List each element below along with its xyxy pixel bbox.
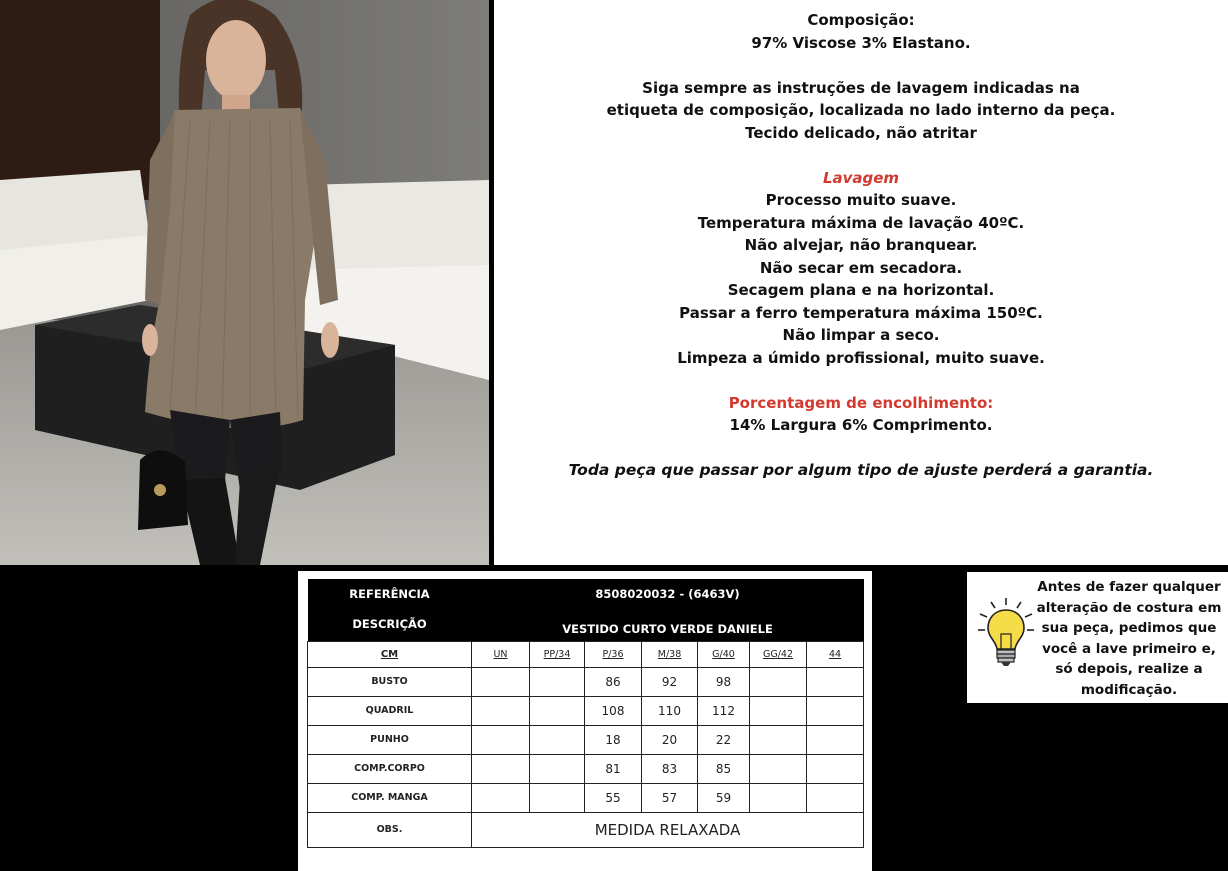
spacer (494, 369, 1228, 392)
measure-cell (530, 696, 585, 725)
spacer (494, 54, 1228, 77)
measure-cell (530, 667, 585, 696)
obs-row (308, 812, 864, 847)
measure-cell (807, 783, 864, 812)
measure-label: COMP. MANGA (308, 783, 472, 812)
measure-cell (472, 725, 530, 754)
descricao-label: DESCRIÇÃO (308, 608, 472, 641)
warranty-text: Toda peça que passar por algum tipo de ajuste perderá a garantia. (568, 461, 1154, 479)
measure-cell: 59 (698, 783, 750, 812)
size-header: P/36 (585, 641, 642, 667)
size-header: M/38 (642, 641, 698, 667)
lavagem-item: Temperatura máxima de lavação 40ºC. (697, 213, 1025, 232)
measure-cell (807, 696, 864, 725)
measure-cell: 18 (585, 725, 642, 754)
descricao-value: VESTIDO CURTO VERDE DANIELE (472, 608, 864, 641)
lavagem-item: Processo muito suave. (765, 191, 957, 209)
size-header: 44 (807, 641, 864, 667)
measure-row-comp-corpo (308, 754, 864, 783)
size-header: GG/42 (750, 641, 807, 667)
referencia-value: 8508020032 - (6463V) (472, 579, 864, 608)
measure-cell (750, 725, 807, 754)
composicao-value: 97% Viscose 3% Elastano. (751, 33, 971, 52)
referencia-row (308, 579, 864, 608)
lavagem-item: Não secar em secadora. (759, 258, 963, 277)
measure-cell: 92 (642, 667, 698, 696)
washing-note-card (967, 572, 1228, 703)
measure-cell: 55 (585, 783, 642, 812)
lavagem-title: Lavagem (822, 168, 900, 187)
size-header: G/40 (698, 641, 750, 667)
measure-cell (807, 667, 864, 696)
measure-cell (750, 754, 807, 783)
product-photo (0, 0, 489, 565)
lavagem-item: Limpeza a úmido profissional, muito suave. (677, 348, 1045, 367)
measure-cell: 86 (585, 667, 642, 696)
obs-label: OBS. (308, 812, 472, 847)
referencia-label: REFERÊNCIA (308, 579, 472, 608)
measure-cell: 57 (642, 783, 698, 812)
measure-label: BUSTO (308, 667, 472, 696)
care-instructions-panel (494, 0, 1228, 565)
measure-cell: 83 (642, 754, 698, 783)
instruction-line: etiqueta de composição, localizada no lado interno da peça. (606, 101, 1116, 119)
measure-cell (530, 754, 585, 783)
lavagem-item: Não limpar a seco. (782, 326, 940, 344)
measure-cell: 110 (642, 696, 698, 725)
sizes-header-row (308, 641, 864, 667)
measure-row-comp-manga (308, 783, 864, 812)
encolhimento-value: 14% Largura 6% Comprimento. (729, 416, 993, 434)
measure-cell (472, 696, 530, 725)
measure-label: QUADRIL (308, 696, 472, 725)
instruction-line: Siga sempre as instruções de lavagem indicadas na (642, 78, 1080, 97)
measure-cell: 98 (698, 667, 750, 696)
measure-cell: 22 (698, 725, 750, 754)
obs-value: MEDIDA RELAXADA (472, 812, 864, 847)
measure-cell (750, 667, 807, 696)
measure-cell (750, 696, 807, 725)
instruction-line: Tecido delicado, não atritar (745, 123, 977, 142)
measure-cell (472, 667, 530, 696)
measure-cell: 85 (698, 754, 750, 783)
measure-cell (530, 783, 585, 812)
unit-label: CM (308, 641, 472, 667)
model-illustration (0, 0, 489, 565)
lightbulb-icon (977, 596, 1035, 672)
size-header: PP/34 (530, 641, 585, 667)
lavagem-item: Passar a ferro temperatura máxima 150ºC. (679, 303, 1043, 322)
lavagem-item: Secagem plana e na horizontal. (727, 281, 995, 299)
size-table (307, 579, 864, 848)
measure-label: COMP.CORPO (308, 754, 472, 783)
size-table-card (298, 571, 872, 871)
measure-cell: 108 (585, 696, 642, 725)
composicao-title: Composição: (807, 11, 915, 29)
measure-cell: 112 (698, 696, 750, 725)
measure-cell (530, 725, 585, 754)
encolhimento-title: Porcentagem de encolhimento: (728, 393, 994, 412)
spacer (494, 144, 1228, 167)
measure-cell: 20 (642, 725, 698, 754)
lavagem-item: Não alvejar, não branquear. (744, 236, 978, 254)
measure-label: PUNHO (308, 725, 472, 754)
measure-cell: 81 (585, 754, 642, 783)
measure-row-punho (308, 725, 864, 754)
measure-cell (807, 725, 864, 754)
size-header: UN (472, 641, 530, 667)
measure-cell (750, 783, 807, 812)
descricao-row (308, 608, 864, 641)
measure-cell (472, 783, 530, 812)
measure-cell (807, 754, 864, 783)
measure-row-busto (308, 667, 864, 696)
measure-row-quadril (308, 696, 864, 725)
spacer (494, 437, 1228, 460)
measure-cell (472, 754, 530, 783)
washing-note-text: Antes de fazer qualquer alteração de costura em sua peça, pedimos que você a lave primeiro e, só depois, realize a modificação. (1036, 579, 1222, 698)
